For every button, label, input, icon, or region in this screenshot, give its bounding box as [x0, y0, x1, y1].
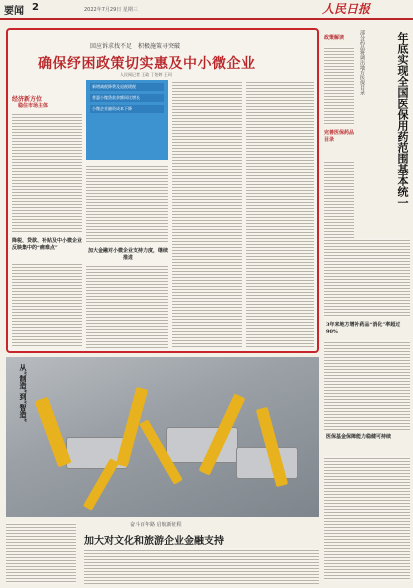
bottom-text-left [6, 522, 76, 584]
page-number: 2 [32, 2, 39, 13]
feature-section-label: 经济新方位 [12, 96, 43, 103]
right-section-label: 政策解读 [324, 35, 345, 41]
text-column-2b [86, 264, 168, 348]
bottom-headline: 加大对文化和旅游企业金融支持 [84, 536, 224, 547]
mid-subhead: 加大金融对小微企业支持力度，继续推进 [88, 248, 169, 261]
right-text-3 [324, 238, 410, 318]
feature-section-sublabel: 稳住市场主体 [18, 103, 49, 109]
text-column-1 [12, 112, 82, 232]
text-column-3 [172, 80, 242, 348]
text-column-2 [86, 164, 168, 244]
right-side-head: 医保基金保障能力稳健可持续 [326, 434, 392, 440]
right-subhead: 部分药品将调出地方医保目录 [359, 30, 365, 95]
robot-arm [34, 397, 71, 468]
right-text-5 [324, 456, 410, 581]
feature-kicker: 回应诉求找不足 积极施策寻突破 [90, 43, 181, 50]
right-headline: 年底实现全国医保用药范围基本统一 [396, 32, 409, 208]
info-graphic [86, 80, 168, 160]
info-item: 小微企业融资成本下降 [90, 105, 164, 113]
photo-caption-title: 从“制造”到“智造” [19, 364, 28, 423]
feature-byline: 人民网记者 王政 丁怡婷 王珂 [120, 72, 172, 77]
right-text-1 [324, 46, 354, 126]
bottom-text [84, 548, 319, 584]
bottom-kicker: 奋斗百年路 启航新征程 [130, 522, 182, 528]
text-column-1b [12, 262, 82, 348]
masthead-logo: 人民日报 [322, 2, 371, 16]
factory-photo [6, 357, 319, 517]
left-subhead: 降税、贷款、补贴及中小微企业反映集中的“痛难点” [12, 238, 83, 251]
right-text-4 [324, 340, 410, 430]
dateline: 2022年7月29日 星期三 [84, 7, 138, 13]
right-side-head: 3年来地方增补药品“消化”率超过90% [326, 322, 401, 335]
info-item: 新增减税降费及退税缓税 [90, 83, 164, 91]
text-column-4 [246, 80, 314, 348]
feature-headline: 确保纾困政策切实惠及中小微企业 [38, 56, 256, 72]
right-side-head: 完善医保药品目录 [324, 130, 355, 143]
info-item: 普惠小微贷款余额同比增长 [90, 94, 164, 102]
section-name: 要闻 [4, 6, 24, 17]
